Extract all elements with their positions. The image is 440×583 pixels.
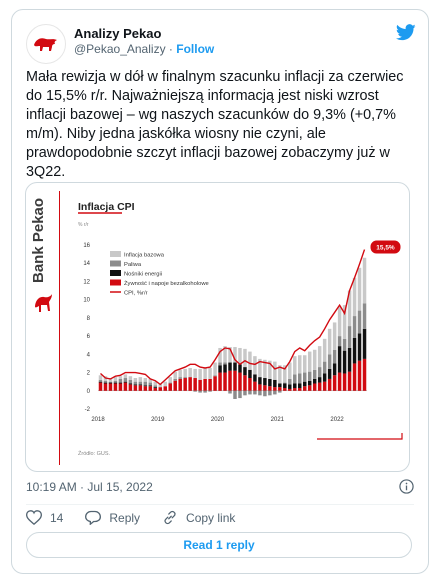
bar-segment (278, 383, 281, 387)
bar-segment (328, 329, 331, 355)
bar-segment (288, 363, 291, 379)
bar-segment (154, 387, 157, 388)
divider (26, 504, 414, 505)
bar-segment (178, 377, 181, 379)
bar-segment (318, 367, 321, 377)
bar-segment (99, 380, 102, 382)
legend-label: CPI, %r/r (124, 290, 148, 297)
bar-segment (114, 381, 117, 383)
bar-segment (268, 386, 271, 391)
bar-segment (149, 386, 152, 391)
bar-segment (268, 391, 271, 396)
brand-name: Bank Pekao (30, 197, 47, 283)
bar-segment (193, 378, 196, 391)
bar-segment (298, 355, 301, 373)
reply-button[interactable] (85, 510, 140, 525)
bar-segment (288, 379, 291, 384)
bar-segment (233, 391, 236, 399)
bar-segment (273, 362, 276, 380)
bar-segment (223, 373, 226, 391)
bar-segment (333, 375, 336, 390)
bar-segment (168, 383, 171, 390)
bar-segment (218, 373, 221, 391)
bar-segment (263, 391, 266, 396)
bar-segment (293, 383, 296, 388)
bar-segment (178, 370, 181, 377)
bar-segment (298, 383, 301, 388)
bar-segment (278, 387, 281, 391)
bar-segment (248, 378, 251, 391)
bar-segment (208, 368, 211, 379)
bar-segment (129, 376, 132, 380)
bar-segment (363, 258, 366, 304)
bar-segment (124, 383, 127, 391)
bar-segment (273, 391, 276, 395)
bar-segment (308, 385, 311, 390)
bar-segment (293, 388, 296, 391)
bar-segment (164, 382, 167, 387)
bar-segment (203, 368, 206, 379)
bar-segment (104, 383, 107, 390)
bar-segment (323, 339, 326, 362)
bar-segment (283, 388, 286, 391)
bar-segment (353, 316, 356, 338)
bar-segment (253, 391, 256, 395)
bar-segment (258, 391, 261, 396)
bar-segment (144, 386, 147, 391)
bar-segment (298, 388, 301, 391)
bar-segment (318, 377, 321, 382)
info-icon[interactable] (399, 479, 414, 499)
bar-segment (233, 371, 236, 391)
bar-segment (263, 385, 266, 390)
bar-segment (258, 377, 261, 384)
bar-segment (313, 350, 316, 370)
bar-segment (203, 391, 206, 393)
legend-swatch (110, 261, 121, 267)
reply-icon (85, 510, 101, 525)
bar-segment (213, 375, 216, 376)
bar-segment (333, 363, 336, 375)
bar-segment (348, 372, 351, 391)
author-handle-line (74, 42, 214, 56)
bar-segment (129, 383, 132, 384)
bar-segment (283, 383, 286, 388)
bar-segment (203, 379, 206, 391)
bar-segment (233, 363, 236, 371)
bar-segment (218, 363, 221, 366)
y-tick-label: 16 (83, 243, 90, 249)
bar-segment (213, 363, 216, 376)
bar-segment (253, 356, 256, 374)
legend-swatch (110, 280, 121, 286)
bar-segment (278, 391, 281, 393)
bar-segment (104, 383, 107, 384)
bar-segment (183, 378, 186, 391)
bar-segment (303, 355, 306, 372)
chart-unit: % r/r (78, 222, 89, 228)
bar-segment (228, 371, 231, 391)
bar-segment (253, 382, 256, 391)
bar-segment (119, 383, 122, 390)
bar-segment (343, 373, 346, 390)
bar-segment (303, 373, 306, 382)
bar-segment (198, 380, 201, 391)
bar-segment (333, 322, 336, 349)
bar-segment (198, 369, 201, 380)
bar-segment (323, 382, 326, 391)
bar-segment (168, 377, 171, 382)
legend-label: Żywność i napoje bezalkoholowe (124, 281, 209, 287)
tweet-text: Mała rewizja w dół w finalnym szacunku inflacji za czerwiec do 15,5% r/r. Najważniejszą informacją jest niski wzrost inflacji bazowej – wg naszych szacunków do 9,3% (+0,7% m/m). Niby jedna jaskółka wiosny nie czyni, ale prawdopodobnie szczyt inflacji bazowej zobaczymy już w 3Q22. (26, 69, 404, 180)
y-tick-label: 2 (86, 370, 90, 377)
bar-segment (183, 369, 186, 377)
bar-segment (99, 382, 102, 383)
bar-segment (124, 382, 127, 383)
x-tick-label: 2019 (151, 417, 165, 423)
bar-segment (139, 377, 142, 382)
bar-segment (243, 367, 246, 375)
bar-segment (183, 377, 186, 378)
bar-segment (144, 385, 147, 386)
bar-segment (223, 363, 226, 365)
bar-segment (343, 351, 346, 374)
bar-segment (154, 385, 157, 387)
link-icon (162, 510, 178, 525)
legend-swatch (110, 270, 121, 276)
bar-segment (338, 346, 341, 372)
bar-segment (308, 352, 311, 372)
bar-segment (149, 385, 152, 386)
twitter-bird-icon[interactable] (396, 24, 416, 46)
bar-segment (144, 378, 147, 382)
bar-segment (109, 383, 112, 384)
bar-segment (288, 389, 291, 391)
legend-label: Paliwa (124, 262, 142, 268)
bar-segment (308, 372, 311, 381)
tweet-timestamp[interactable]: 10:19 AM · Jul 15, 2022 (26, 480, 153, 494)
bar-segment (353, 363, 356, 390)
bar-segment (178, 379, 181, 391)
bar-segment (198, 391, 201, 393)
bar-segment (333, 350, 336, 364)
bar-segment (114, 383, 117, 390)
bar-segment (154, 388, 157, 391)
bar-segment (363, 359, 366, 391)
bar-segment (223, 364, 226, 372)
bar-segment (208, 391, 211, 392)
bar-segment (323, 362, 326, 374)
bar-segment (318, 383, 321, 391)
bar-segment (303, 386, 306, 391)
bar-segment (99, 375, 102, 380)
bar-segment (213, 376, 216, 391)
bar-segment (313, 383, 316, 390)
x-tick-label: 2020 (210, 417, 225, 423)
bar-segment (338, 373, 341, 391)
chart-area (62, 183, 410, 472)
bar-segment (323, 373, 326, 381)
bar-segment (119, 383, 122, 384)
reply-label: Reply (109, 510, 141, 525)
bar-segment (228, 391, 231, 394)
bar-segment (243, 391, 246, 396)
bar-segment (193, 369, 196, 378)
annotation-label: 15,5% (376, 244, 395, 252)
bar-segment (258, 384, 261, 390)
bar-segment (139, 382, 142, 385)
bar-segment (238, 364, 241, 372)
bar-segment (353, 338, 356, 364)
bar-segment (188, 377, 191, 391)
bar-segment (134, 384, 137, 385)
bar-segment (348, 348, 351, 372)
y-tick-label: 8 (86, 315, 90, 322)
author-handle[interactable]: @Pekao_Analizy (74, 42, 166, 56)
bar-segment (243, 375, 246, 390)
bar-segment (283, 383, 286, 384)
bar-segment (114, 383, 117, 384)
y-tick-label: 12 (83, 279, 90, 286)
brand-logo-icon (32, 291, 54, 317)
bar-segment (129, 384, 132, 390)
like-count: 14 (50, 510, 64, 525)
legend-swatch (110, 251, 121, 257)
x-tick-label: 2021 (270, 417, 285, 423)
chart-title: Inflacja CPI (78, 201, 135, 213)
bar-segment (253, 374, 256, 381)
bar-segment (188, 368, 191, 377)
bar-segment (119, 376, 122, 379)
x-tick-label: 2018 (91, 417, 105, 423)
bull-logo-icon (31, 33, 61, 55)
bar-segment (313, 379, 316, 384)
bar-segment (129, 380, 132, 384)
frame-accent (317, 433, 402, 439)
bar-segment (119, 379, 122, 383)
bar-segment (248, 352, 251, 370)
heart-icon (26, 510, 42, 525)
bar-segment (139, 384, 142, 385)
legend-label: Inflacja bazowa (124, 252, 164, 259)
read-reply-button[interactable]: Read 1 reply (26, 532, 412, 558)
bar-segment (134, 385, 137, 390)
bar-segment (243, 349, 246, 367)
copy-link-label: Copy link (186, 510, 236, 525)
bar-segment (124, 378, 127, 382)
bar-segment (268, 379, 271, 386)
bar-segment (218, 365, 221, 372)
chart-source: Źródło: GUS. (78, 451, 111, 457)
tweet-card (11, 9, 429, 574)
bar-segment (338, 336, 341, 346)
bar-segment (318, 346, 321, 367)
bar-segment (173, 379, 176, 381)
bar-segment (134, 378, 137, 382)
bar-segment (363, 303, 366, 329)
bar-segment (159, 387, 162, 391)
bar-segment (139, 385, 142, 390)
bar-segment (363, 329, 366, 359)
bar-segment (134, 382, 137, 385)
bar-segment (313, 370, 316, 379)
bar-segment (338, 307, 341, 336)
bar-segment (248, 391, 251, 395)
avatar[interactable] (26, 24, 66, 64)
y-tick-label: 6 (86, 334, 90, 341)
y-tick-label: 4 (86, 352, 90, 359)
y-tick-label: 14 (83, 261, 90, 268)
bar-segment (303, 382, 306, 387)
bar-segment (273, 380, 276, 387)
bar-segment (293, 356, 296, 374)
bar-segment (293, 374, 296, 383)
bar-segment (263, 378, 266, 385)
bar-segment (144, 382, 147, 386)
bar-segment (228, 363, 231, 371)
bar-segment (168, 383, 171, 384)
bar-segment (208, 379, 211, 391)
brand-strip (26, 183, 60, 471)
bar-segment (358, 361, 361, 391)
bar-segment (238, 391, 241, 398)
brand-divider (59, 191, 60, 465)
author-name[interactable]: Analizy Pekao (74, 26, 162, 41)
action-bar (26, 510, 257, 525)
bar-segment (328, 354, 331, 369)
bar-segment (328, 369, 331, 379)
bar-segment (173, 381, 176, 391)
bar-segment (328, 379, 331, 391)
bar-segment (109, 383, 112, 390)
bar-segment (273, 387, 276, 391)
bar-segment (343, 339, 346, 351)
bar-segment (288, 384, 291, 389)
y-tick-label: 0 (86, 388, 90, 395)
handle-separator: · (165, 42, 177, 56)
legend-label: Nośniki energii (124, 271, 163, 278)
bar-segment (164, 386, 167, 391)
bar-segment (193, 391, 196, 392)
bar-segment (308, 381, 311, 386)
bar-segment (104, 381, 107, 383)
bar-segment (248, 370, 251, 378)
bar-segment (348, 326, 351, 348)
bar-segment (238, 373, 241, 391)
tweet-media-image[interactable] (25, 182, 410, 472)
bar-segment (358, 333, 361, 360)
cpi-chart (62, 183, 410, 472)
follow-button[interactable]: Follow (176, 42, 215, 56)
bar-segment (124, 374, 127, 378)
bar-segment (238, 348, 241, 364)
bar-segment (149, 383, 152, 386)
x-tick-label: 2022 (330, 417, 344, 423)
bar-segment (358, 268, 361, 311)
bar-segment (298, 373, 301, 383)
bar-segment (99, 383, 102, 391)
y-tick-label: -2 (84, 407, 90, 413)
bar-segment (358, 311, 361, 334)
y-tick-label: 10 (83, 297, 90, 304)
bar-segment (353, 278, 356, 316)
copy-link-button[interactable] (162, 510, 235, 525)
bar-segment (109, 382, 112, 383)
like-button[interactable] (26, 510, 63, 525)
